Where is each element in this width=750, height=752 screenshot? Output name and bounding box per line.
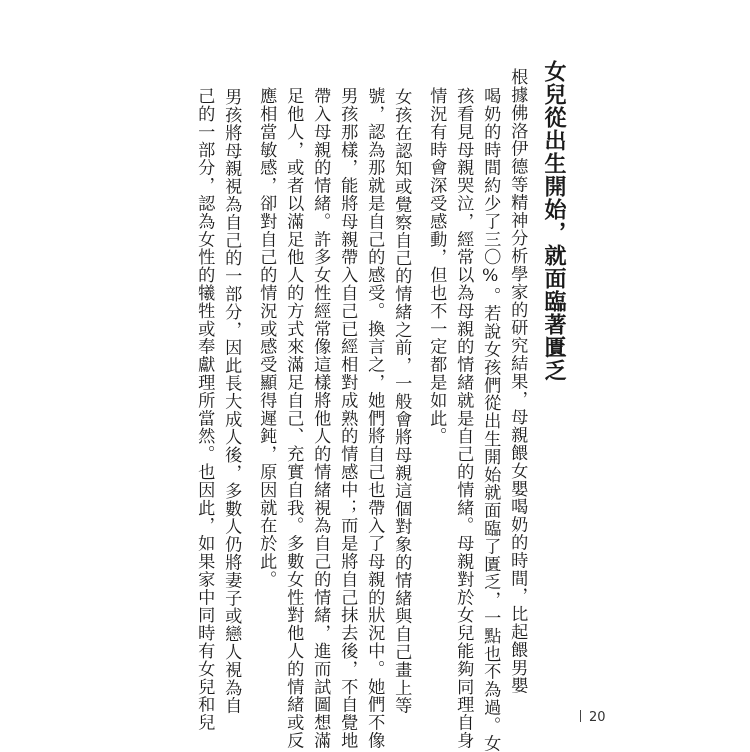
page-number-divider [580, 710, 581, 722]
body-line: 男孩那樣，能將母親帶入自己已經相對成熟的情感中；而是將自己抹去後，不自覺地 [337, 87, 358, 750]
body-line: 己的一部分，認為女性的犧牲或奉獻理所當然。也因此，如果家中同時有女兒和兒 [194, 87, 215, 732]
page-number-text: 20 [589, 710, 606, 725]
page-number [580, 710, 606, 725]
body-line: 號，認為那就是自己的感受。換言之，她們將自己也帶入了母親的狀況中。她們不像 [364, 87, 385, 750]
body-line: 根據佛洛伊德等精神分析學家的研究結果，母親餵女嬰喝奶的時間，比起餵男嬰 [507, 68, 528, 695]
body-line: 女孩在認知或覺察自己的情緒之前，一般會將母親這個對象的情緒與自己畫上等 [391, 88, 412, 715]
section-heading: 女兒從出生開始，就面臨著匱乏 [541, 60, 567, 382]
body-line: 足他人，或者以滿足他人的方式來滿足自己、充實自我。多數女性對他人的情緒或反 [283, 87, 304, 750]
body-line: 帶入母親的情緒。許多女性經常像這樣將他人的情緒視為自己的情緒，進而試圖想滿 [310, 87, 331, 750]
body-line: 應相當敏感，卻對自己的情況或感受顯得遲鈍，原因就在於此。 [256, 87, 277, 589]
body-line: 情況有時會深受感動，但也不一定都是如此。 [426, 87, 447, 445]
body-line: 男孩將母親視為自己的一部分，因此長大成人後，多數人仍將妻子或戀人視為自 [221, 88, 242, 715]
body-line: 孩看見母親哭泣，經常以為母親的情緒就是自己的情緒。母親對於女兒能夠同理自身 [453, 87, 474, 750]
body-line: 喝奶的時間約少了三〇%。若說女孩們從出生開始就面臨了匱乏，一點也不為過。女 [480, 87, 501, 752]
